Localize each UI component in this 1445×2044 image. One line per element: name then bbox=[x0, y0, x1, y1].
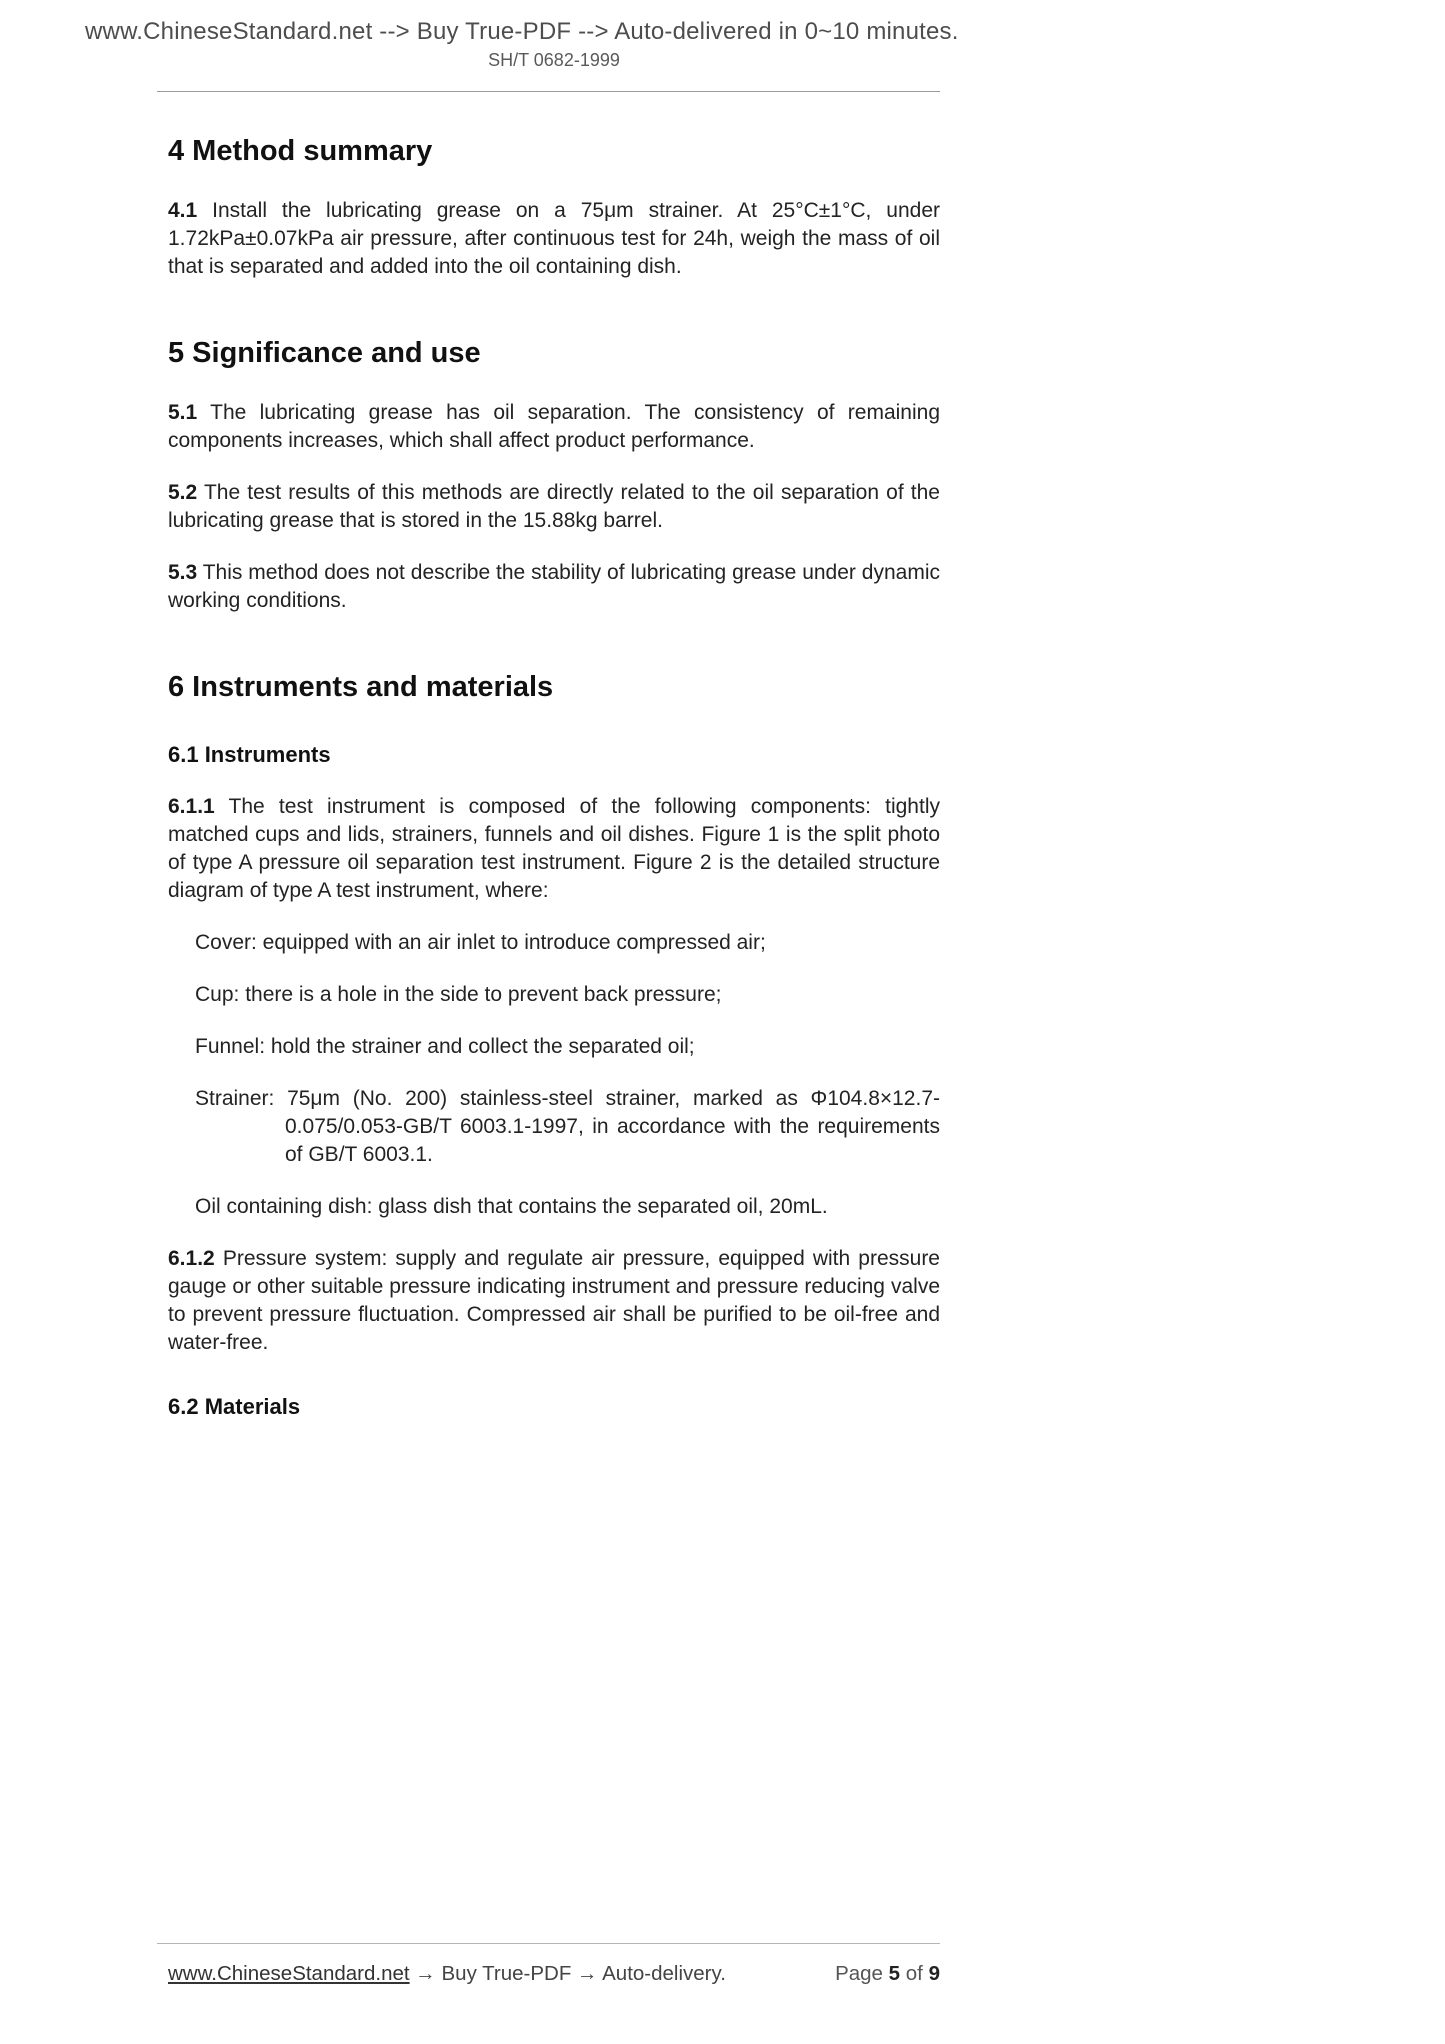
paragraph-5-1 bbox=[168, 399, 940, 455]
paragraph-6-1-2 bbox=[168, 1245, 940, 1357]
clause-text-6-1-1: The test instrument is composed of the following components: tightly matched cups and lids, strainers, funnels and oil dishes. Figure 1 is the split photo of type A pressure oil separation test instrument. Figure 2 is the detailed structure diagram of type A test instrument, where: bbox=[168, 795, 940, 902]
section-heading-5: 5 Significance and use bbox=[168, 337, 481, 369]
page-label: Page bbox=[835, 1962, 883, 1985]
clause-number-5-3: 5.3 bbox=[168, 561, 198, 584]
strainer-label: Strainer: bbox=[195, 1087, 275, 1110]
clause-text-6-1-2: Pressure system: supply and regulate air pressure, equipped with pressure gauge or other suitable pressure indicating instrument and pressure reducing valve to prevent pressure fluctuation. Compressed air shall be purified to be oil-free and water-free. bbox=[168, 1247, 940, 1354]
total-pages: 9 bbox=[928, 1962, 940, 1985]
footer-site-link[interactable]: www.ChineseStandard.net bbox=[168, 1962, 410, 1985]
clause-number-6-1-1: 6.1.1 bbox=[168, 795, 215, 818]
clause-number-6-1-2: 6.1.2 bbox=[168, 1247, 215, 1270]
list-item-cup: Cup: there is a hole in the side to prevent back pressure; bbox=[195, 983, 722, 1006]
page-number: 5 bbox=[888, 1962, 901, 1985]
clause-text-4-1: Install the lubricating grease on a 75μm strainer. At 25°C±1°C, under 1.72kPa±0.07kPa air pressure, after continuous test for 24h, weigh the mass of oil that is separated and added into the oil containing dish. bbox=[168, 199, 940, 278]
header-promo-text: www.ChineseStandard.net --> Buy True-PDF --> Auto-delivered in 0~10 minutes. bbox=[85, 18, 959, 45]
clause-number-5-2: 5.2 bbox=[168, 481, 198, 504]
list-item-funnel: Funnel: hold the strainer and collect the separated oil; bbox=[195, 1035, 695, 1058]
clause-text-5-2: The test results of this methods are directly related to the oil separation of the lubricating grease that is stored in the 15.88kg barrel. bbox=[168, 481, 940, 532]
document-content bbox=[168, 91, 940, 1445]
section-heading-4: 4 Method summary bbox=[168, 135, 433, 167]
list-item-strainer bbox=[195, 1085, 940, 1169]
paragraph-4-1 bbox=[168, 197, 940, 281]
list-item-oil-dish: Oil containing dish: glass dish that contains the separated oil, 20mL. bbox=[195, 1195, 828, 1218]
paragraph-5-2 bbox=[168, 479, 940, 535]
clause-number-4-1: 4.1 bbox=[168, 199, 198, 222]
clause-text-5-3: This method does not describe the stability of lubricating grease under dynamic working conditions. bbox=[168, 561, 940, 612]
footer-promo-text: → Buy True-PDF → Auto-delivery. bbox=[415, 1962, 726, 1985]
paragraph-6-1-1 bbox=[168, 793, 940, 905]
clause-text-5-1: The lubricating grease has oil separation. The consistency of remaining components increases, which shall affect product performance. bbox=[168, 401, 940, 452]
page-indicator bbox=[835, 1962, 940, 1986]
subsection-heading-6-2: 6.2 Materials bbox=[168, 1394, 301, 1419]
of-label: of bbox=[905, 1962, 923, 1985]
footer-divider bbox=[157, 1943, 940, 1944]
list-item-cover: Cover: equipped with an air inlet to introduce compressed air; bbox=[195, 931, 766, 954]
footer-left bbox=[168, 1962, 726, 1986]
footer bbox=[168, 1962, 940, 1986]
doc-code: SH/T 0682-1999 bbox=[488, 50, 620, 70]
clause-number-5-1: 5.1 bbox=[168, 401, 198, 424]
section-heading-6: 6 Instruments and materials bbox=[168, 671, 554, 703]
paragraph-5-3 bbox=[168, 559, 940, 615]
subsection-heading-6-1: 6.1 Instruments bbox=[168, 742, 331, 767]
strainer-text: 75μm (No. 200) stainless-steel strainer, marked as Φ104.8×12.7-0.075/0.053-GB/T 6003.1-1997, in accordance with the requirements of GB/T 6003.1. bbox=[285, 1087, 940, 1166]
